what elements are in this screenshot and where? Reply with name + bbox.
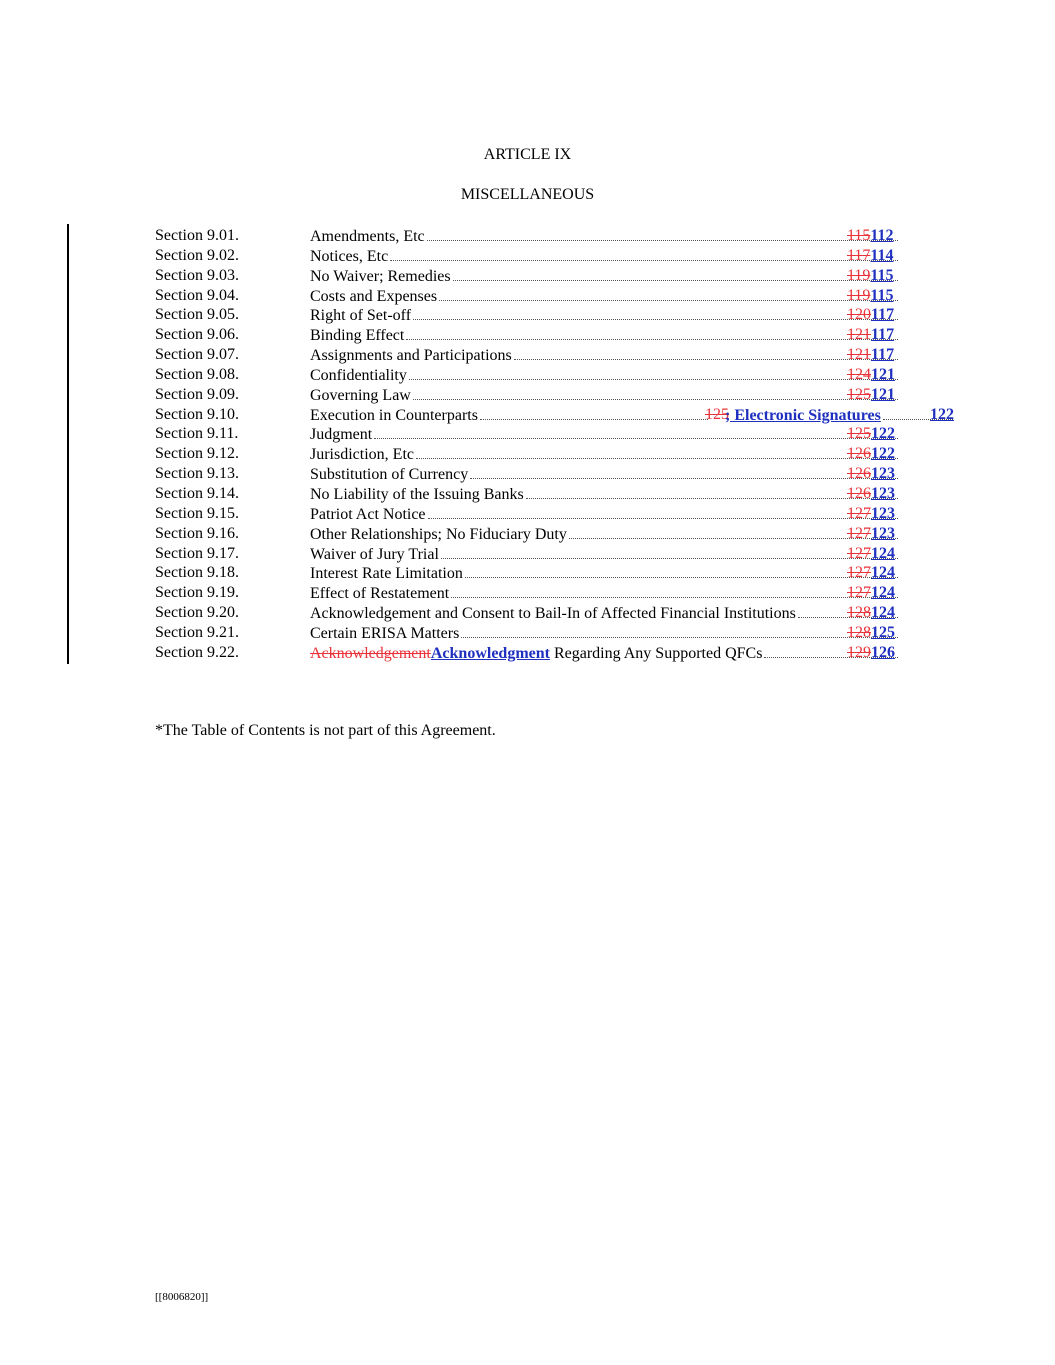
old-page: 126: [847, 484, 871, 502]
toc-row[interactable]: [155, 643, 960, 663]
section-number: Section 9.05.: [155, 306, 239, 324]
section-title: Patriot Act Notice: [310, 505, 426, 523]
section-number: Section 9.16.: [155, 524, 239, 542]
section-number: Section 9.07.: [155, 346, 239, 364]
toc-row[interactable]: [155, 365, 960, 385]
new-page-link[interactable]: 123: [871, 484, 895, 502]
section-title: Right of Set-off: [310, 307, 412, 325]
dot-leader: [428, 504, 898, 519]
toc-row[interactable]: [155, 226, 960, 246]
new-page-link[interactable]: 124: [871, 544, 895, 562]
inserted-title-text[interactable]: Acknowledgment: [430, 644, 550, 662]
old-page: 125: [847, 385, 871, 403]
new-page-link[interactable]: 115: [870, 286, 894, 304]
toc-row[interactable]: [155, 544, 960, 564]
dot-leader: [470, 464, 898, 479]
toc-row[interactable]: [155, 405, 960, 425]
dot-leader: [461, 623, 898, 638]
new-page-link[interactable]: 121: [871, 365, 895, 383]
dot-leader: [514, 345, 898, 360]
section-title: No Waiver; Remedies: [310, 267, 451, 285]
section-title: Amendments, Etc: [310, 228, 425, 245]
dot-leader: [427, 226, 898, 241]
article-heading: ARTICLE IX: [483, 146, 572, 163]
new-page-link[interactable]: 124: [871, 584, 895, 602]
new-page-link[interactable]: 115: [870, 266, 894, 284]
section-title: Execution in Counterparts: [310, 406, 478, 424]
old-page: 126: [847, 445, 871, 463]
section-number: Section 9.10.: [155, 405, 239, 423]
new-page-link[interactable]: 112: [870, 227, 894, 244]
document-id: [[8006820]]: [155, 1291, 209, 1303]
new-page-link[interactable]: 124: [871, 604, 895, 622]
section-number: Section 9.08.: [155, 365, 239, 383]
old-page: 121: [847, 326, 871, 344]
table-of-contents: [155, 226, 960, 663]
old-page: 126: [847, 465, 871, 483]
dot-leader: [441, 544, 898, 559]
old-page: 119: [847, 286, 871, 304]
new-page-link[interactable]: 125: [871, 623, 895, 641]
section-number: Section 9.21.: [155, 623, 239, 641]
new-page-link[interactable]: 122: [871, 425, 895, 443]
new-page-link[interactable]: 122: [871, 445, 895, 463]
toc-row[interactable]: [155, 623, 960, 643]
old-page: 124: [847, 365, 871, 383]
section-number: Section 9.17.: [155, 544, 239, 562]
dot-leader: [409, 365, 898, 380]
toc-row[interactable]: [155, 484, 960, 504]
old-page: 128: [847, 604, 871, 622]
section-title: Assignments and Participations: [310, 347, 512, 365]
toc-row[interactable]: [155, 563, 960, 583]
old-page: 127: [847, 584, 871, 602]
old-page: 119: [847, 266, 871, 284]
toc-row[interactable]: [155, 305, 960, 325]
new-page-link[interactable]: 117: [871, 306, 895, 324]
new-page-link[interactable]: 124: [871, 564, 895, 582]
section-title: Governing Law: [310, 386, 411, 404]
section-number: Section 9.11.: [155, 425, 239, 443]
inserted-title-text[interactable]: ; Electronic Signatures: [725, 406, 881, 424]
deleted-title-text: Acknowledgement: [310, 644, 431, 662]
dot-leader: [453, 266, 898, 281]
old-page: 127: [847, 524, 871, 542]
section-number: Section 9.06.: [155, 326, 239, 344]
section-title: No Liability of the Issuing Banks: [310, 485, 524, 503]
toc-row[interactable]: [155, 504, 960, 524]
section-title: Effect of Restatement: [310, 585, 450, 603]
toc-row[interactable]: [155, 464, 960, 484]
section-number: Section 9.15.: [155, 504, 239, 522]
section-number: Section 9.03.: [155, 266, 239, 284]
dot-leader: [413, 385, 898, 400]
dot-leader: [390, 246, 898, 261]
dot-leader: [374, 424, 898, 439]
section-title: Waiver of Jury Trial: [310, 545, 439, 563]
section-title: Certain ERISA Matters: [310, 624, 460, 642]
new-page-link[interactable]: 123: [871, 524, 895, 542]
section-title: Other Relationships; No Fiduciary Duty: [310, 525, 567, 543]
toc-row[interactable]: [155, 603, 960, 623]
toc-row[interactable]: [155, 385, 960, 405]
toc-row[interactable]: [155, 444, 960, 464]
toc-row[interactable]: [155, 325, 960, 345]
new-page-link[interactable]: 123: [871, 465, 895, 483]
old-page: 127: [847, 564, 871, 582]
toc-row[interactable]: [155, 583, 960, 603]
article-subtitle: MISCELLANEOUS: [460, 186, 595, 203]
section-number: Section 9.13.: [155, 465, 239, 483]
section-number: Section 9.12.: [155, 445, 239, 463]
dot-leader: [439, 286, 898, 301]
new-page-link[interactable]: 114: [870, 246, 894, 264]
section-title: Jurisdiction, Etc: [310, 446, 414, 464]
section-title: Notices, Etc: [310, 247, 389, 265]
old-page: 121: [847, 346, 871, 364]
new-page-link[interactable]: 122: [930, 405, 954, 423]
old-page: 125: [847, 425, 871, 443]
toc-row[interactable]: [155, 266, 960, 286]
section-number: Section 9.20.: [155, 604, 239, 622]
dot-leader: [406, 325, 898, 340]
dot-leader: [480, 405, 708, 420]
section-title: Regarding Any Supported QFCs: [549, 644, 763, 662]
toc-row[interactable]: [155, 345, 960, 365]
old-page: 125: [705, 405, 729, 423]
section-number: Section 9.18.: [155, 564, 239, 582]
dot-leader: [526, 484, 898, 499]
toc-row[interactable]: [155, 246, 960, 266]
old-page: 127: [847, 504, 871, 522]
section-title: Interest Rate Limitation: [310, 565, 463, 583]
section-number: Section 9.01.: [155, 227, 239, 244]
old-page: 115: [847, 227, 871, 244]
section-title: Acknowledgement and Consent to Bail-In of Affected Financial Institutions: [310, 605, 796, 623]
footnote: *The Table of Contents is not part of this Agreement.: [155, 722, 496, 739]
revision-change-bar: [67, 224, 69, 664]
toc-row[interactable]: [155, 286, 960, 306]
old-page: 120: [847, 306, 871, 324]
dot-leader: [465, 563, 898, 578]
section-number: Section 9.02.: [155, 246, 239, 264]
section-number: Section 9.09.: [155, 385, 239, 403]
new-page-link[interactable]: 126: [871, 643, 895, 661]
old-page: 127: [847, 544, 871, 562]
dot-leader: [451, 583, 898, 598]
dot-leader: [416, 444, 898, 459]
new-page-link[interactable]: 121: [871, 385, 895, 403]
toc-row[interactable]: [155, 524, 960, 544]
section-number: Section 9.19.: [155, 584, 239, 602]
section-number: Section 9.04.: [155, 286, 239, 304]
old-page: 117: [847, 246, 871, 264]
new-page-link[interactable]: 123: [871, 504, 895, 522]
dot-leader: [413, 305, 898, 320]
section-title: Substitution of Currency: [310, 466, 469, 484]
section-title: Costs and Expenses: [310, 287, 438, 305]
old-page: 128: [847, 623, 871, 641]
section-title: Judgment: [310, 426, 373, 444]
section-title: Binding Effect: [310, 327, 405, 345]
new-page-link[interactable]: 117: [871, 346, 895, 364]
section-title: Confidentiality: [310, 366, 407, 384]
section-number: Section 9.14.: [155, 484, 239, 502]
old-page: 129: [847, 643, 871, 661]
toc-row[interactable]: [155, 424, 960, 444]
section-number: Section 9.22.: [155, 643, 239, 661]
new-page-link[interactable]: 117: [871, 326, 895, 344]
